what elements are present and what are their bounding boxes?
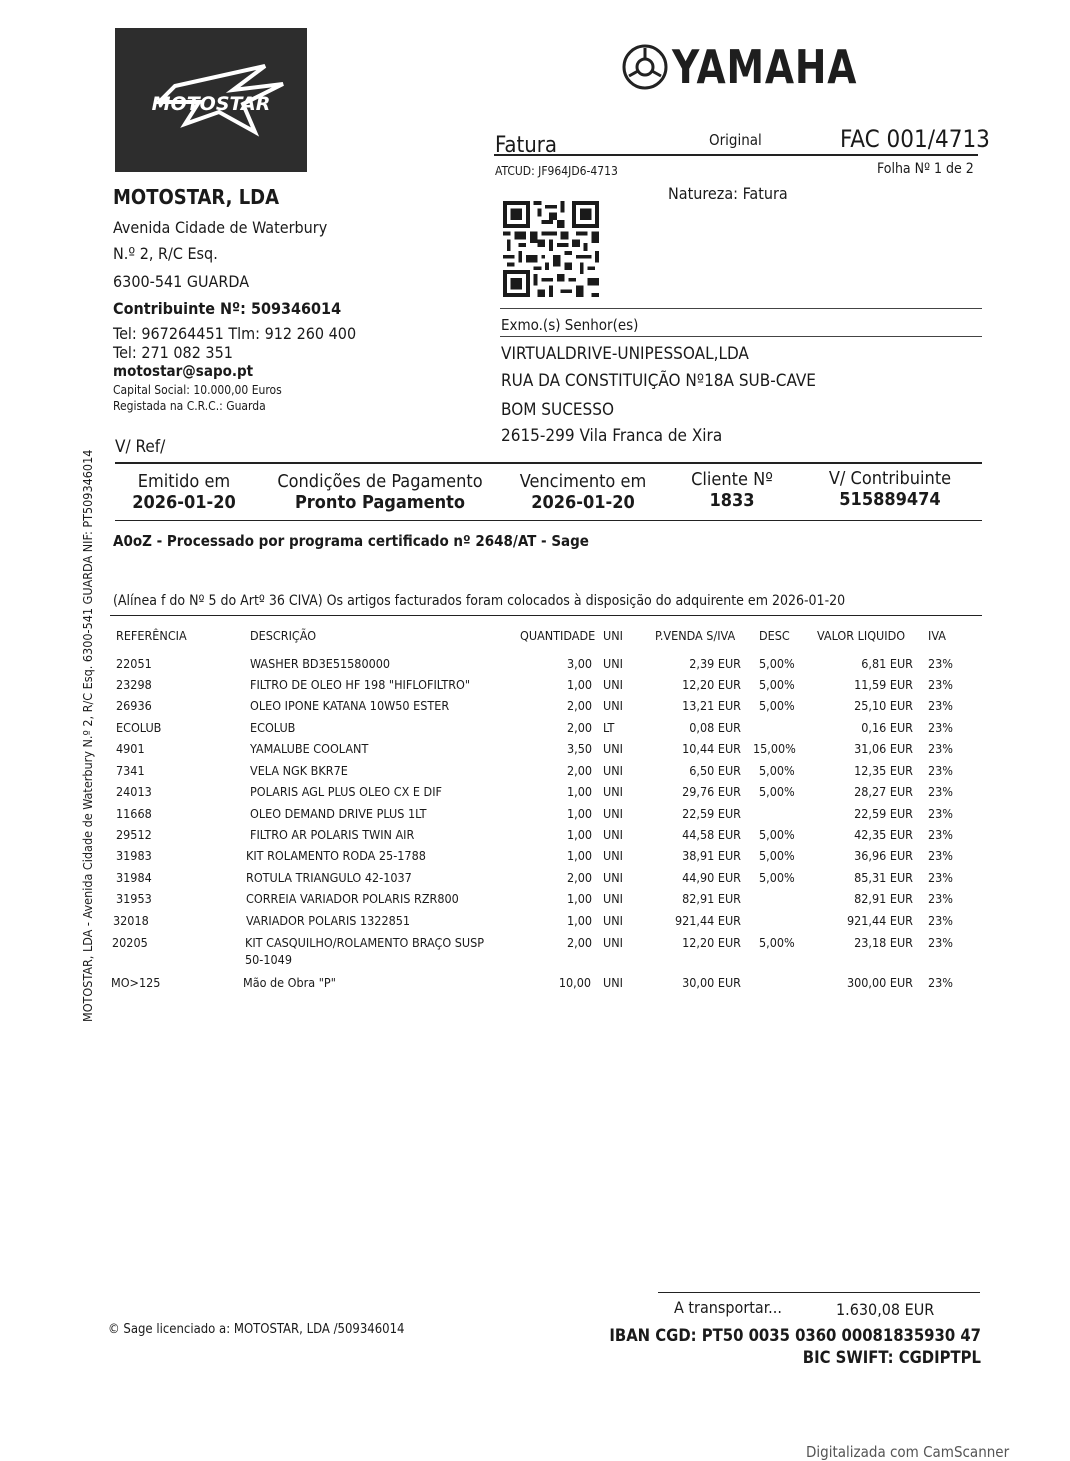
cell-vat: 23%	[928, 677, 953, 692]
cell-net-value: 36,96 EUR	[854, 848, 913, 863]
cell-vat: 23%	[928, 741, 953, 756]
cell-reference: 20205	[112, 935, 148, 950]
cell-description: CORREIA VARIADOR POLARIS RZR800	[246, 891, 459, 906]
cell-reference: 7341	[116, 763, 145, 778]
cell-vat: 23%	[928, 870, 953, 885]
cell-vat: 23%	[928, 935, 953, 950]
brand-name: YAMAHA	[672, 40, 858, 94]
cell-unit-price: 29,76 EUR	[682, 784, 741, 799]
cell-net-value: 28,27 EUR	[854, 784, 913, 799]
cell-description: OLEO DEMAND DRIVE PLUS 1LT	[250, 806, 427, 821]
cell-vat: 23%	[928, 891, 953, 906]
cell-description: OLEO IPONE KATANA 10W50 ESTER	[250, 698, 450, 713]
cell-discount: 5,00%	[759, 763, 795, 778]
cell-quantity: 10,00	[558, 975, 591, 990]
motostar-logo	[115, 28, 307, 172]
cell-unit: UNI	[603, 848, 623, 863]
table-row	[0, 698, 1070, 719]
table-row	[0, 827, 1070, 848]
customer-street: RUA DA CONSTITUIÇÃO Nº18A SUB-CAVE	[501, 371, 816, 391]
cell-discount: 5,00%	[759, 870, 795, 885]
cell-net-value: 23,18 EUR	[854, 935, 913, 950]
cell-description: ECOLUB	[250, 720, 296, 735]
cell-unit: UNI	[603, 677, 623, 692]
cell-unit-price: 12,20 EUR	[682, 935, 741, 950]
cell-net-value: 12,35 EUR	[854, 763, 913, 778]
cell-net-value: 300,00 EUR	[846, 975, 913, 990]
table-row	[0, 848, 1070, 869]
cell-quantity: 1,00	[566, 891, 592, 906]
cell-reference: 22051	[116, 656, 152, 671]
col-header-unit-price: P.VENDA S/IVA	[655, 628, 736, 643]
cell-discount: 5,00%	[759, 848, 795, 863]
meta-client-value: 1833	[709, 490, 755, 511]
table-row	[0, 891, 1070, 912]
meta-client	[680, 469, 784, 511]
table-row	[0, 975, 1070, 996]
cell-description: VELA NGK BKR7E	[250, 763, 348, 778]
cell-reference: 31983	[116, 848, 152, 863]
cell-net-value: 85,31 EUR	[854, 870, 913, 885]
issuer-capital: Capital Social: 10.000,00 Euros	[113, 383, 282, 397]
cell-net-value: 25,10 EUR	[854, 698, 913, 713]
issuer-email: motostar@sapo.pt	[113, 362, 254, 380]
cell-unit: UNI	[603, 763, 623, 778]
cell-quantity: 1,00	[566, 848, 592, 863]
cell-vat: 23%	[928, 656, 953, 671]
cell-quantity: 3,00	[566, 656, 592, 671]
cell-unit-price: 0,08 EUR	[689, 720, 741, 735]
cell-description: ROTULA TRIANGULO 42-1037	[246, 870, 412, 885]
issuer-address-line2: N.º 2, R/C Esq.	[113, 244, 218, 263]
cell-description: VARIADOR POLARIS 1322851	[246, 913, 411, 928]
cell-vat: 23%	[928, 848, 953, 863]
cell-discount: 5,00%	[759, 698, 795, 713]
cell-unit-price: 38,91 EUR	[682, 848, 741, 863]
scanner-watermark: Digitalizada com CamScanner	[806, 1443, 1010, 1461]
meta-issued-label: Emitido em	[137, 471, 231, 492]
cell-unit: UNI	[603, 870, 623, 885]
cell-unit-price: 30,00 EUR	[682, 975, 741, 990]
table-row	[0, 720, 1070, 741]
cell-unit: UNI	[603, 741, 623, 756]
cell-quantity: 2,00	[566, 935, 592, 950]
meta-issued	[120, 471, 248, 513]
atcud: ATCUD: JF964JD6-4713	[495, 164, 618, 178]
cell-description: FILTRO DE OLEO HF 198 "HIFLOFILTRO"	[250, 677, 471, 692]
issuer-registry: Registada na C.R.C.: Guarda	[113, 399, 266, 413]
issuer-address-line3: 6300-541 GUARDA	[113, 272, 250, 291]
cell-description: YAMALUBE COOLANT	[250, 741, 369, 756]
col-header-vat: IVA	[928, 628, 946, 643]
cell-reference: 11668	[116, 806, 152, 821]
issuer-address-line1: Avenida Cidade de Waterbury	[113, 218, 328, 237]
transport-value: 1.630,08 EUR	[836, 1300, 935, 1319]
customer-top-rule	[500, 308, 982, 309]
legal-note: (Alínea f do Nº 5 do Artº 36 CIVA) Os artigos facturados foram colocados à disposição do adquirente em 2026-01-20	[113, 593, 846, 609]
cell-reference: ECOLUB	[116, 720, 162, 735]
cell-unit: UNI	[603, 656, 623, 671]
cell-reference: 26936	[116, 698, 152, 713]
table-row	[0, 806, 1070, 827]
cell-net-value: 11,59 EUR	[854, 677, 913, 692]
cell-vat: 23%	[928, 784, 953, 799]
doc-nature: Natureza: Fatura	[668, 184, 788, 203]
cell-vat: 23%	[928, 913, 953, 928]
cell-quantity: 2,00	[566, 720, 592, 735]
cell-net-value: 0,16 EUR	[861, 720, 913, 735]
cell-unit-price: 44,90 EUR	[682, 870, 741, 885]
cell-quantity: 3,50	[566, 741, 592, 756]
qr-code-icon	[503, 200, 599, 298]
meta-vat	[820, 468, 960, 510]
cell-unit-price: 10,44 EUR	[682, 741, 741, 756]
cell-reference: 4901	[116, 741, 145, 756]
bic-swift: BIC SWIFT: CGDIPTPL	[802, 1348, 981, 1367]
meta-due-value: 2026-01-20	[531, 492, 635, 513]
table-row	[0, 763, 1070, 784]
cell-discount: 15,00%	[753, 741, 796, 756]
cell-description-continued: 50-1049	[245, 952, 292, 967]
meta-due	[512, 471, 654, 513]
cell-description: WASHER BD3E51580000	[250, 656, 391, 671]
cell-description: POLARIS AGL PLUS OLEO CX E DIF	[250, 784, 442, 799]
doc-copy: Original	[709, 131, 762, 149]
table-row	[0, 656, 1070, 677]
cell-unit-price: 44,58 EUR	[682, 827, 741, 842]
cell-unit: UNI	[603, 913, 623, 928]
meta-bottom-rule	[115, 520, 982, 521]
col-header-unit: UNI	[603, 628, 623, 643]
cell-discount: 5,00%	[759, 935, 795, 950]
yamaha-emblem-icon	[622, 44, 668, 90]
cell-discount: 5,00%	[759, 784, 795, 799]
svg-text:MOTOSTAR: MOTOSTAR	[151, 93, 271, 115]
cell-net-value: 921,44 EUR	[846, 913, 913, 928]
table-top-rule	[110, 615, 982, 616]
header-rule	[494, 154, 978, 156]
doc-number: FAC 001/4713	[840, 125, 990, 153]
cell-quantity: 1,00	[566, 827, 592, 842]
customer-postal: 2615-299 Vila Franca de Xira	[501, 426, 723, 446]
cell-unit: UNI	[603, 975, 623, 990]
cell-vat: 23%	[928, 975, 953, 990]
table-row	[0, 784, 1070, 805]
cell-discount: 5,00%	[759, 677, 795, 692]
cell-description: KIT ROLAMENTO RODA 25-1788	[246, 848, 426, 863]
cell-unit-price: 6,50 EUR	[689, 763, 741, 778]
cell-net-value: 42,35 EUR	[854, 827, 913, 842]
customer-salutation-rule	[500, 336, 982, 337]
cell-discount: 5,00%	[759, 656, 795, 671]
table-row	[0, 935, 1070, 971]
cell-quantity: 1,00	[566, 784, 592, 799]
cell-vat: 23%	[928, 827, 953, 842]
col-header-net-value: VALOR LIQUIDO	[817, 628, 906, 643]
customer-locality: BOM SUCESSO	[501, 400, 614, 420]
cell-vat: 23%	[928, 698, 953, 713]
cell-unit: LT	[603, 720, 615, 735]
cell-quantity: 1,00	[566, 913, 592, 928]
cell-unit-price: 12,20 EUR	[682, 677, 741, 692]
meta-vat-label: V/ Contribuinte	[828, 468, 952, 489]
table-row	[0, 913, 1070, 934]
table-row	[0, 677, 1070, 698]
cell-unit: UNI	[603, 827, 623, 842]
cell-description: FILTRO AR POLARIS TWIN AIR	[250, 827, 415, 842]
cell-quantity: 1,00	[566, 677, 592, 692]
cell-vat: 23%	[928, 720, 953, 735]
cell-reference: 31953	[116, 891, 152, 906]
cell-net-value: 22,59 EUR	[854, 806, 913, 821]
table-row	[0, 870, 1070, 891]
your-reference: V/ Ref/	[115, 437, 166, 457]
meta-due-label: Vencimento em	[519, 471, 647, 492]
cell-unit: UNI	[603, 935, 623, 950]
cell-net-value: 31,06 EUR	[854, 741, 913, 756]
yamaha-logo	[622, 40, 898, 94]
transport-rule	[658, 1292, 980, 1293]
sheet-number: Folha Nº 1 de 2	[877, 161, 974, 177]
cell-quantity: 2,00	[566, 763, 592, 778]
issuer-nif: Contribuinte Nº: 509346014	[113, 299, 342, 318]
meta-payment-value: Pronto Pagamento	[294, 492, 466, 513]
meta-issued-value: 2026-01-20	[132, 492, 236, 513]
cell-quantity: 2,00	[566, 698, 592, 713]
col-header-description: DESCRIÇÃO	[250, 628, 317, 643]
issuer-tel2: Tel: 271 082 351	[113, 343, 233, 362]
cell-net-value: 82,91 EUR	[854, 891, 913, 906]
issuer-phones: Tel: 967264451 Tlm: 912 260 400	[113, 324, 357, 343]
cell-unit: UNI	[603, 806, 623, 821]
cell-description: KIT CASQUILHO/ROLAMENTO BRAÇO SUSP	[245, 935, 485, 950]
cell-unit: UNI	[603, 784, 623, 799]
cell-reference: 31984	[116, 870, 152, 885]
iban: IBAN CGD: PT50 0035 0360 00081835930 47	[609, 1326, 981, 1345]
meta-vat-value: 515889474	[839, 489, 941, 510]
cell-unit-price: 2,39 EUR	[689, 656, 741, 671]
cell-vat: 23%	[928, 763, 953, 778]
doc-type: Fatura	[495, 133, 558, 158]
col-header-quantity: QUANTIDADE	[520, 628, 596, 643]
cell-unit-price: 13,21 EUR	[682, 698, 741, 713]
cell-unit: UNI	[603, 698, 623, 713]
cell-reference: 24013	[116, 784, 152, 799]
meta-payment-label: Condições de Pagamento	[277, 471, 483, 492]
cell-reference: MO>125	[111, 975, 161, 990]
cell-reference: 29512	[116, 827, 152, 842]
cell-vat: 23%	[928, 806, 953, 821]
customer-name: VIRTUALDRIVE-UNIPESSOAL,LDA	[501, 344, 749, 364]
meta-top-rule	[115, 462, 982, 464]
col-header-discount: DESC	[759, 628, 790, 643]
cell-reference: 32018	[113, 913, 149, 928]
cell-description: Mão de Obra "P"	[243, 975, 336, 990]
cell-unit-price: 921,44 EUR	[674, 913, 741, 928]
certification-text: A0oZ - Processado por programa certificado nº 2648/AT - Sage	[113, 532, 589, 550]
cell-unit-price: 22,59 EUR	[682, 806, 741, 821]
cell-quantity: 1,00	[566, 806, 592, 821]
vertical-legal-text: MOTOSTAR, LDA - Avenida Cidade de Waterbury N.º 2, R/C Esq. 6300-541 GUARDA NIF: PT509346014	[80, 449, 95, 1022]
customer-salutation: Exmo.(s) Senhor(es)	[501, 316, 639, 334]
cell-unit-price: 82,91 EUR	[682, 891, 741, 906]
meta-client-label: Cliente Nº	[691, 469, 773, 490]
software-license: © Sage licenciado a: MOTOSTAR, LDA /509346014	[108, 1322, 405, 1337]
cell-quantity: 2,00	[566, 870, 592, 885]
issuer-name: MOTOSTAR, LDA	[113, 185, 280, 209]
table-row	[0, 741, 1070, 762]
cell-discount: 5,00%	[759, 827, 795, 842]
cell-reference: 23298	[116, 677, 152, 692]
meta-payment	[275, 471, 485, 513]
transport-label: A transportar...	[674, 1298, 782, 1317]
col-header-reference: REFERÊNCIA	[116, 628, 187, 643]
cell-net-value: 6,81 EUR	[861, 656, 913, 671]
cell-unit: UNI	[603, 891, 623, 906]
